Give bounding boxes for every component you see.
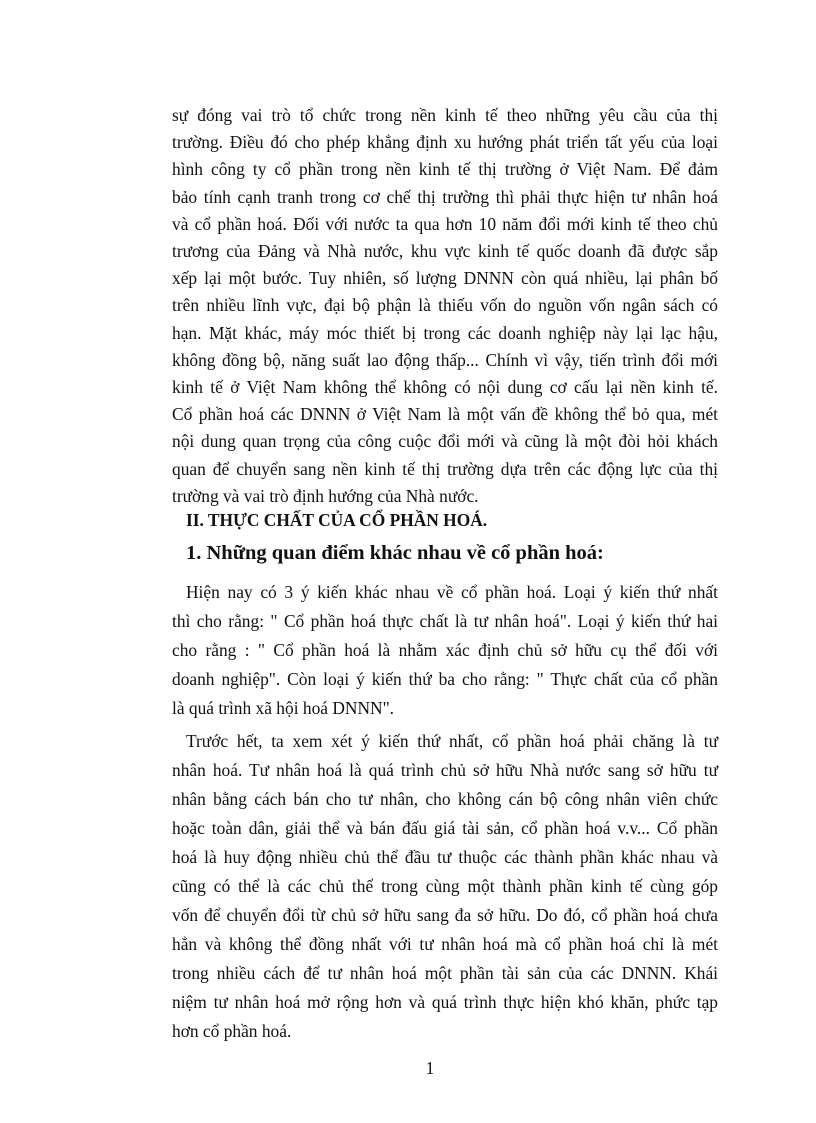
text-line: trương của Đảng và Nhà nước, khu vực kinh tế quốc doanh đã được sắp xyxy=(172,241,718,261)
text-line: trong nhiều cách để tư nhân hoá một phần tài sản của các DNNN. Khái xyxy=(172,963,718,983)
text-line: nội dung quan trọng của công cuộc đổi mới và cũng là một đòi hỏi khách xyxy=(172,431,718,452)
text-line: cho rằng : " Cổ phần hoá là nhằm xác định chủ sở hữu cụ thể đối với xyxy=(172,640,718,660)
text-line: không đồng bộ, năng suất lao động thấp... Chính vì vậy, tiến trình đổi mới xyxy=(172,349,718,370)
text-line: quan để chuyển sang nền kinh tế thị trường dựa trên các động lực của thị xyxy=(172,458,718,479)
text-line: trường. Điều đó cho phép khẳng định xu hướng phát triển tất yếu của loại xyxy=(172,132,718,153)
text-line: Trước hết, ta xem xét ý kiến thứ nhất, cổ phần hoá phải chăng là tư xyxy=(186,731,718,751)
text-line: hơn cổ phần hoá. xyxy=(172,1021,292,1041)
text-line: nhân hoá. Tư nhân hoá là quá trình chủ sở hữu Nhà nước sang sở hữu tư xyxy=(172,760,718,780)
text-line: trên nhiều lĩnh vực, đại bộ phận là thiếu vốn do nguồn vốn ngân sách có xyxy=(172,295,718,316)
text-line: là quá trình xã hội hoá DNNN". xyxy=(172,698,395,718)
section-heading: II. THỰC CHẤT CỦA CỔ PHẦN HOÁ. xyxy=(186,510,488,530)
text-line: nhân bằng cách bán cho tư nhân, cho không cán bộ công nhân viên chức xyxy=(172,789,718,809)
text-line: hoá là huy động nhiều chủ thể đầu tư thuộc các thành phần khác nhau và xyxy=(172,847,718,867)
text-line: và cổ phần hoá. Đối với nước ta qua hơn 10 năm đổi mới kinh tế theo chủ xyxy=(172,213,718,234)
text-line: hình công ty cổ phần trong nền kinh tế thị trường ở Việt Nam. Để đảm xyxy=(172,159,718,180)
text-line: hẳn và không thể đồng nhất với tư nhân hoá mà cổ phần hoá chỉ là mét xyxy=(172,934,718,954)
subsection-heading: 1. Những quan điểm khác nhau về cổ phần hoá: xyxy=(186,542,604,564)
text-line: hoặc toàn dân, giải thể và bán đấu giá tài sản, cổ phần hoá v.v... Cổ phần xyxy=(172,818,718,838)
text-line: doanh nghiệp". Còn loại ý kiến thứ ba cho rằng: " Thực chất của cổ phần xyxy=(172,669,718,689)
text-line: trường và vai trò định hướng của Nhà nước. xyxy=(172,485,479,506)
page-number: 1 xyxy=(425,1058,435,1078)
text-line: niệm tư nhân hoá mở rộng hơn và quá trình thực hiện khó khăn, phức tạp xyxy=(172,992,718,1012)
text-line: Cổ phần hoá các DNNN ở Việt Nam là một vấn đề không thể bỏ qua, mét xyxy=(172,404,718,425)
text-line: bảo tính cạnh tranh trong cơ chế thị trường thì phải thực hiện tư nhân hoá xyxy=(172,186,718,207)
text-line: kinh tế ở Việt Nam không thể không có nội dung cơ cấu lại nền kinh tế. xyxy=(172,377,718,397)
text-line: xếp lại một bước. Tuy nhiên, số lượng DNNN còn quá nhiều, lại phân bố xyxy=(172,268,718,289)
text-line: cũng có thể là các chủ thể trong cùng một thành phần kinh tế cùng góp xyxy=(172,876,718,896)
text-line: vốn để chuyển đổi từ chủ sở hữu sang đa sở hữu. Do đó, cổ phần hoá chưa xyxy=(172,905,718,925)
text-line: Hiện nay có 3 ý kiến khác nhau về cổ phần hoá. Loại ý kiến thứ nhất xyxy=(186,582,718,602)
text-line: hạn. Mặt khác, máy móc thiết bị trong các doanh nghiệp này lại lạc hậu, xyxy=(172,322,718,343)
text-line: thì cho rằng: " Cổ phần hoá thực chất là tư nhân hoá". Loại ý kiến thứ hai xyxy=(172,611,718,631)
text-line: sự đóng vai trò tổ chức trong nền kinh tế theo những yêu cầu của thị xyxy=(172,105,718,125)
